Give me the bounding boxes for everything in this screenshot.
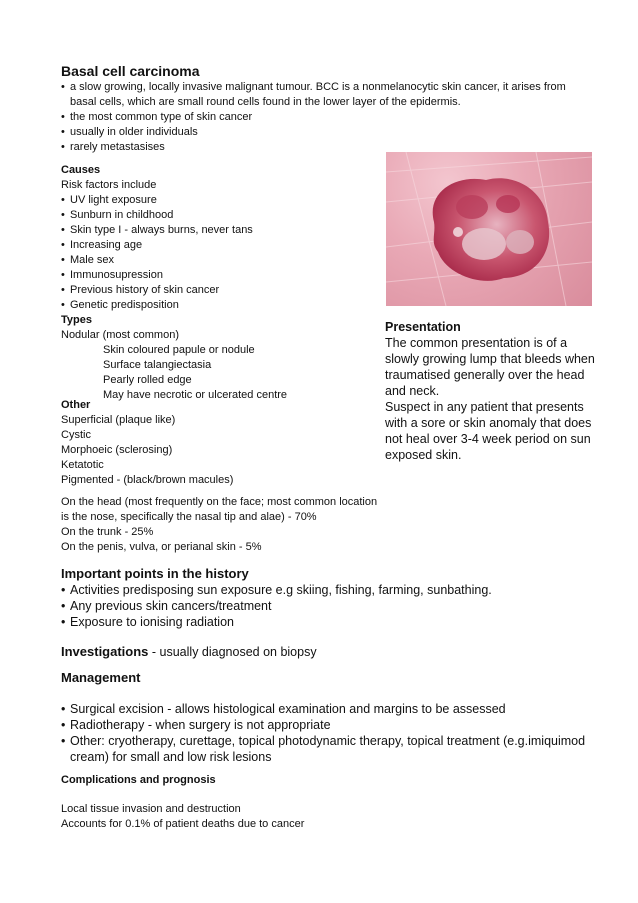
nodular-feature: Pearly rolled edge	[103, 374, 192, 386]
presentation-heading: Presentation	[385, 320, 461, 334]
list-item: • Skin type I - always burns, never tans	[61, 223, 371, 238]
nodular-feature: Skin coloured papule or nodule	[103, 344, 255, 356]
management-heading: Management	[61, 670, 141, 685]
other-heading: Other	[61, 399, 91, 411]
lesion-image-icon	[386, 152, 592, 306]
investigations-text: - usually diagnosed on biopsy	[148, 645, 317, 659]
distribution-item: On the head (most frequently on the face; most common location is the nose, specifically the nasal tip and alae) - 70%	[61, 496, 378, 523]
list-item: • Sunburn in childhood	[61, 208, 371, 223]
intro-list	[61, 80, 591, 155]
other-section	[61, 398, 371, 488]
list-item: • the most common type of skin cancer	[61, 110, 591, 125]
management-list	[61, 701, 601, 765]
lesion-photo	[386, 152, 592, 306]
history-heading: Important points in the history	[61, 566, 249, 581]
list-item: Superficial (plaque like)	[61, 414, 176, 426]
list-item: • Exposure to ionising radiation	[61, 614, 601, 630]
list-item: • rarely metastasises	[61, 140, 591, 155]
list-item: • Activities predisposing sun exposure e.g skiing, fishing, farming, sunbathing.	[61, 582, 601, 598]
list-item: • a slow growing, locally invasive malignant tumour. BCC is a nonmelanocytic skin cancer, it arises from basal cells, which are small round cells found in the lower layer of the epidermis.	[61, 80, 591, 110]
distribution-item: On the penis, vulva, or perianal skin - 5%	[61, 541, 262, 553]
list-item: Ketatotic	[61, 459, 104, 471]
list-item: • Radiotherapy - when surgery is not appropriate	[61, 717, 601, 733]
types-nodular: Nodular (most common)	[61, 329, 179, 341]
presentation-text: Suspect in any patient that presents with a sore or skin anomaly that does not heal over 3-4 week period on sun exposed skin.	[385, 400, 592, 462]
list-item: Pigmented - (black/brown macules)	[61, 474, 234, 486]
list-item: Cystic	[61, 429, 91, 441]
list-item: Morphoeic (sclerosing)	[61, 444, 173, 456]
list-item: • Other: cryotherapy, curettage, topical photodynamic therapy, topical treatment (e.g.imiquimod cream) for small and low risk lesions	[61, 733, 601, 765]
investigations-heading: Investigations	[61, 644, 149, 659]
nodular-feature: May have necrotic or ulcerated centre	[103, 389, 288, 401]
presentation-section	[385, 319, 595, 463]
causes-section	[61, 163, 371, 403]
list-item: Accounts for 0.1% of patient deaths due to cancer	[61, 818, 305, 830]
presentation-text: The common presentation is of a slowly growing lump that bleeds when traumatised generally over the head and neck.	[385, 336, 595, 398]
list-item: • Immunosupression	[61, 268, 371, 283]
complications-heading: Complications and prognosis	[61, 774, 216, 786]
list-item: • Previous history of skin cancer	[61, 283, 371, 298]
causes-heading: Causes	[61, 164, 101, 176]
list-item: Local tissue invasion and destruction	[61, 803, 241, 815]
history-section	[61, 566, 601, 630]
types-heading: Types	[61, 314, 92, 326]
page-title: Basal cell carcinoma	[61, 63, 200, 79]
nodular-feature: Surface talangiectasia	[103, 359, 212, 371]
causes-lead: Risk factors include	[61, 179, 157, 191]
list-item: • usually in older individuals	[61, 125, 591, 140]
list-item: • Any previous skin cancers/treatment	[61, 598, 601, 614]
complications-section	[61, 802, 461, 832]
list-item: • UV light exposure	[61, 193, 371, 208]
list-item: • Increasing age	[61, 238, 371, 253]
list-item: • Genetic predisposition	[61, 298, 371, 313]
distribution-section	[61, 495, 379, 555]
list-item: • Surgical excision - allows histological examination and margins to be assessed	[61, 701, 601, 717]
list-item: • Male sex	[61, 253, 371, 268]
investigations-line	[61, 644, 601, 660]
distribution-item: On the trunk - 25%	[61, 526, 154, 538]
